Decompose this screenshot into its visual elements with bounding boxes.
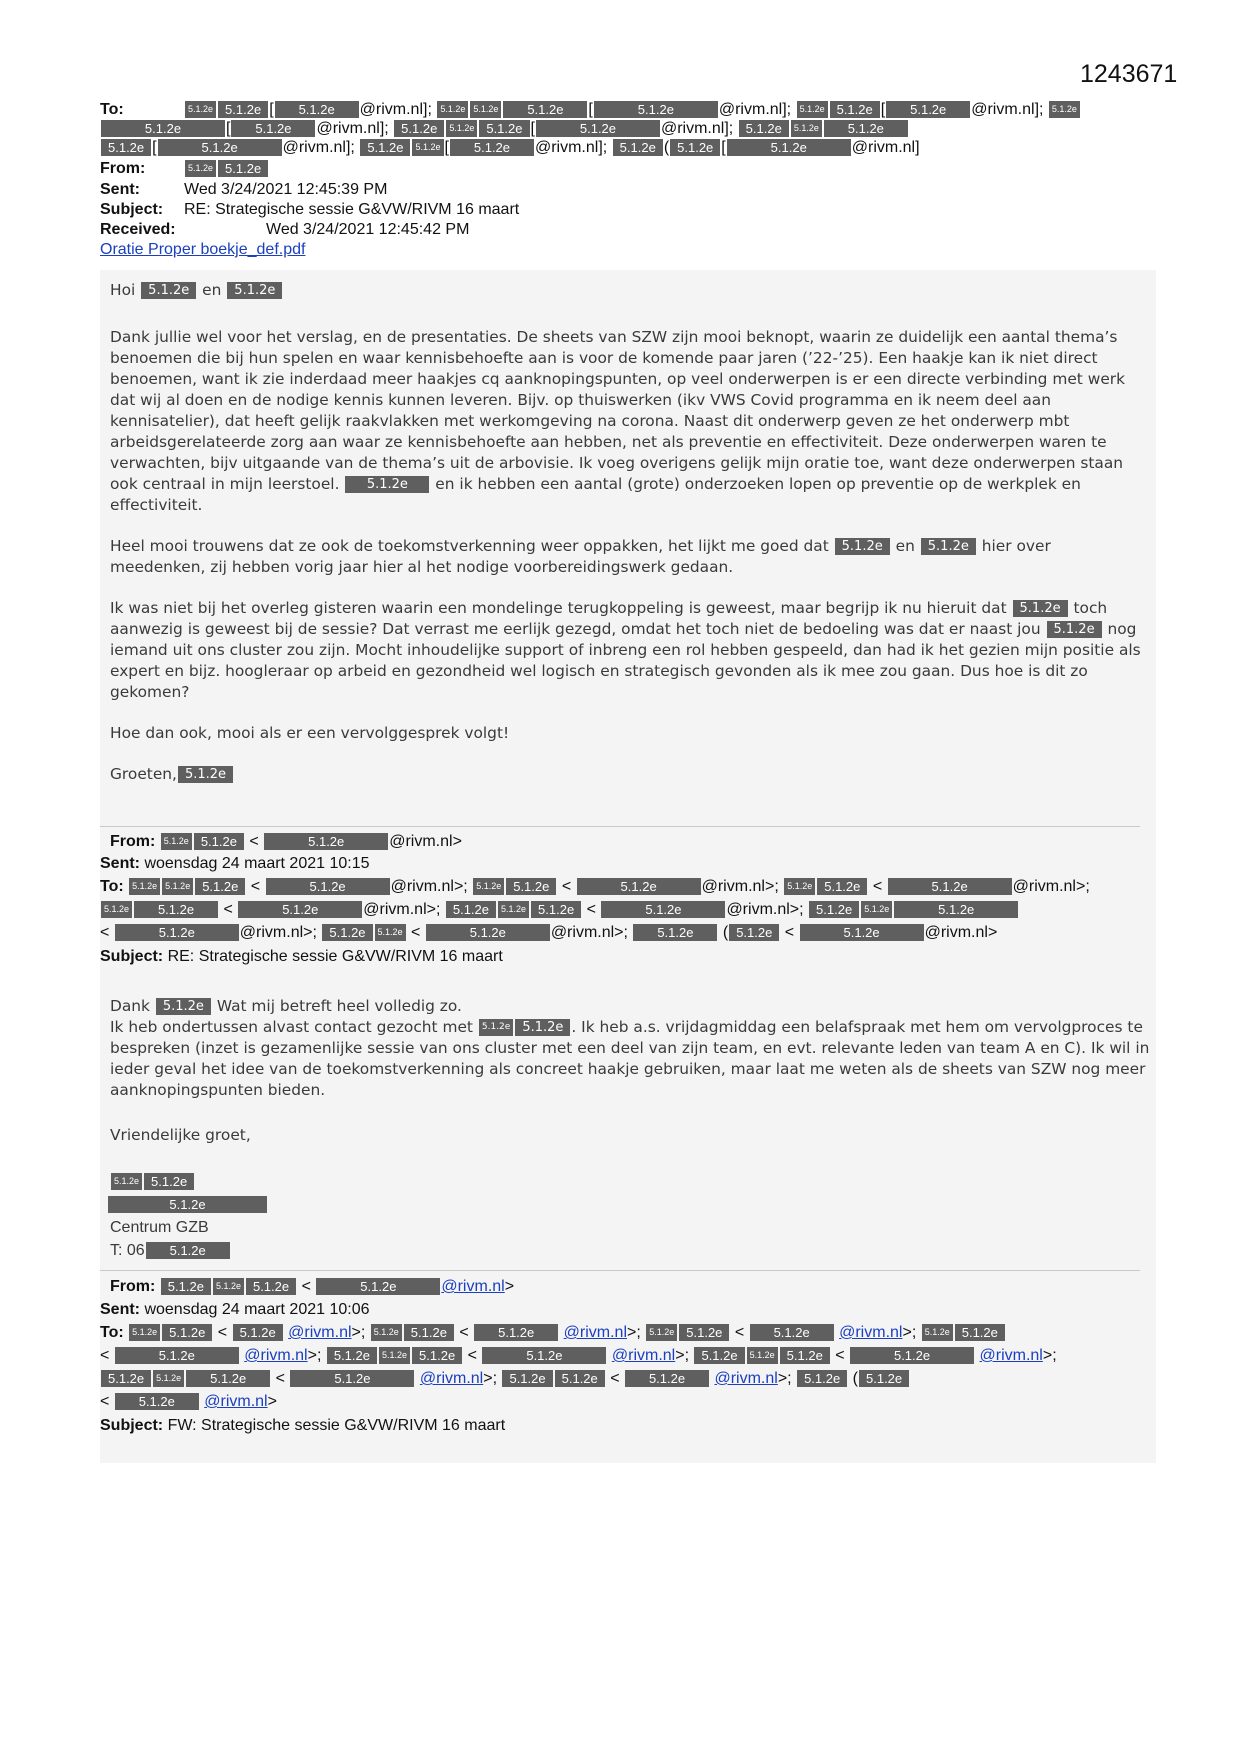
email-domain: @rivm.nl <box>701 878 765 895</box>
email-domain: @rivm.nl <box>534 139 599 156</box>
email-domain: @rivm.nl <box>924 924 988 941</box>
email-subject-row <box>100 200 1140 219</box>
received-value: Wed 3/24/2021 12:45:42 PM <box>266 221 470 238</box>
email-link[interactable]: @rivm.nl <box>204 1393 268 1410</box>
redaction: 5.1.2e <box>670 139 720 156</box>
message3-to-line4: < 5.1.2e @rivm.nl> <box>100 1393 277 1410</box>
redaction: 5.1.2e <box>158 139 282 156</box>
greeting-hoi: Hoi <box>110 281 136 299</box>
m2-line1 <box>110 996 1150 1017</box>
redaction: 5.1.2e <box>506 878 556 895</box>
redaction: 5.1.2e <box>474 1324 558 1341</box>
line2-text-b: . Ik heb a.s. vrijdagmiddag een belafspraak met hem om vervolgproces te bespreken (inzet is gezamenlijke sessie van ons cluster met een deel van zijn team, en evt. relevante leden van team A en C). Ik wil in ieder geval het idee van de toekomstverkenning als concreet haakje gebruiken, maar laat me weten als de sheets van SZW nog meer aanknopingspunten bieden. <box>110 1018 1150 1099</box>
redaction: 5.1.2e <box>955 1324 1005 1341</box>
redaction: 5.1.2e <box>115 924 239 941</box>
redaction: 5.1.2e <box>450 139 534 156</box>
email-domain: @rivm.nl <box>726 901 790 918</box>
message3-to: To: 5.1.2e 5.1.2e < 5.1.2e @rivm.nl>; 5.1.2e 5.1.2e < 5.1.2e @rivm.nl>; 5.1.2e 5.1.2e < 5.1.2e @rivm.nl>; 5.1.2e 5.1.2e <box>100 1321 1150 1344</box>
redaction: 5.1.2e <box>824 120 908 137</box>
redaction: 5.1.2e <box>101 1370 151 1387</box>
redaction: 5.1.2e <box>601 901 725 918</box>
redaction: 5.1.2e <box>101 139 151 156</box>
redaction: 5.1.2e <box>345 476 429 493</box>
redaction: 5.1.2e <box>290 1370 414 1387</box>
p3-text-c: nog iemand uit ons cluster zou zijn. Mocht inhoudelijke support of inbreng een rol hebben gespeeld, dan had ik het gezien mijn positie als expert en bijz. hoogleraar op arbeid en gezondheid wel logisch en strategisch gevonden als ik mee zou gaan. Dus hoe is dit zo gekomen? <box>110 620 1141 701</box>
redaction: 5.1.2e <box>412 139 443 156</box>
paragraph-1 <box>110 327 1150 516</box>
sent-value: Wed 3/24/2021 12:45:39 PM <box>184 181 388 198</box>
phone-prefix: T: 06 <box>110 1242 145 1259</box>
redaction: 5.1.2e <box>479 1019 513 1036</box>
redaction: 5.1.2e <box>727 139 851 156</box>
redaction: 5.1.2e <box>679 1324 729 1341</box>
greeting <box>110 280 1150 301</box>
to-label: To: <box>100 878 124 895</box>
email-domain: @rivm.nl <box>851 139 916 156</box>
sent-value: woensdag 24 maart 2021 10:06 <box>144 1301 370 1318</box>
redaction: 5.1.2e <box>144 1173 194 1190</box>
redaction: 5.1.2e <box>394 120 444 137</box>
message3-from: From: 5.1.2e 5.1.2e 5.1.2e < 5.1.2e @rivm.nl> <box>110 1278 515 1295</box>
paragraph-4: Hoe dan ook, mooi als er een vervolggesprek volgt! <box>110 724 510 742</box>
email-domain: @rivm.nl <box>316 120 380 137</box>
sent-label: Sent: <box>100 181 140 198</box>
email-link[interactable]: @rivm.nl <box>244 1347 308 1364</box>
message2-from: From: 5.1.2e 5.1.2e < 5.1.2e @rivm.nl> <box>110 833 462 850</box>
sig-phone <box>110 1239 268 1262</box>
message2-subject <box>100 945 1150 968</box>
message2-to: To: 5.1.2e 5.1.2e 5.1.2e < 5.1.2e @rivm.nl>; 5.1.2e 5.1.2e < 5.1.2e @rivm.nl>; 5.1.2e 5.1.2e < 5.1.2e @rivm.nl>; <box>100 878 1090 895</box>
redaction: 5.1.2e <box>502 1370 552 1387</box>
p3-text: Ik was niet bij het overleg gisteren waarin een mondelinge terugkoppeling is geweest, maar begrijp ik nu hieruit dat <box>110 599 1007 617</box>
email-received-row <box>100 220 1140 239</box>
redaction: 5.1.2e <box>1047 621 1102 638</box>
redaction: 5.1.2e <box>162 878 193 895</box>
closing-text: Groeten, <box>110 765 177 783</box>
redaction: 5.1.2e <box>784 878 815 895</box>
redaction: 5.1.2e <box>503 101 587 118</box>
redaction: 5.1.2e <box>498 901 529 918</box>
redaction: 5.1.2e <box>780 1347 830 1364</box>
redaction: 5.1.2e <box>195 878 245 895</box>
sent-label: Sent: <box>100 855 140 872</box>
redaction: 5.1.2e <box>266 878 390 895</box>
redaction: 5.1.2e <box>161 1278 211 1295</box>
redaction: 5.1.2e <box>322 924 372 941</box>
redaction: 5.1.2e <box>830 101 880 118</box>
message2-body <box>110 996 1150 1146</box>
subject-label: Subject: <box>100 201 164 218</box>
sent-value: woensdag 24 maart 2021 10:15 <box>144 855 370 872</box>
message2-to-line3: < 5.1.2e @rivm.nl>; 5.1.2e 5.1.2e < 5.1.2e @rivm.nl>; 5.1.2e ( 5.1.2e < 5.1.2e @rivm.nl> <box>100 924 998 941</box>
redaction: 5.1.2e <box>185 160 216 177</box>
redaction: 5.1.2e <box>1013 600 1068 617</box>
redaction: 5.1.2e <box>218 101 268 118</box>
redaction: 5.1.2e <box>101 901 132 918</box>
subject-value: RE: Strategische sessie G&VW/RIVM 16 maart <box>184 201 520 218</box>
redaction: 5.1.2e <box>233 1324 283 1341</box>
redaction: 5.1.2e <box>238 901 362 918</box>
email-domain: @rivm.nl <box>718 101 783 118</box>
redaction: 5.1.2e <box>817 878 867 895</box>
line1-rest: Wat mij betreft heel volledig zo. <box>216 997 462 1015</box>
redaction: 5.1.2e <box>739 120 789 137</box>
redaction: 5.1.2e <box>797 101 828 118</box>
p2-text-b: en <box>895 537 915 555</box>
redaction: 5.1.2e <box>613 139 663 156</box>
separator <box>100 1270 1140 1271</box>
email-domain: @rivm.nl <box>239 924 304 941</box>
sig-title <box>110 1193 268 1216</box>
paragraph-3 <box>110 598 1150 703</box>
redaction: 5.1.2e <box>536 120 660 137</box>
separator <box>100 826 1140 827</box>
redaction: 5.1.2e <box>375 924 406 941</box>
redaction: 5.1.2e <box>888 878 1012 895</box>
redaction: 5.1.2e <box>194 833 244 850</box>
redaction: 5.1.2e <box>101 120 225 137</box>
redaction: 5.1.2e <box>594 101 718 118</box>
email-domain: @rivm.nl <box>359 101 423 118</box>
redaction: 5.1.2e <box>129 878 160 895</box>
redaction: 5.1.2e <box>555 1370 605 1387</box>
redaction: 5.1.2e <box>894 901 1018 918</box>
signature <box>110 1170 268 1262</box>
subject-label: Subject: <box>100 1417 164 1434</box>
redaction: 5.1.2e <box>161 833 192 850</box>
redaction: 5.1.2e <box>134 901 218 918</box>
sig-org: Centrum GZB <box>110 1219 209 1236</box>
subject-label: Subject: <box>100 948 164 965</box>
redaction: 5.1.2e <box>178 766 233 783</box>
redaction: 5.1.2e <box>379 1347 410 1364</box>
email-link[interactable]: @rivm.nl <box>419 1370 484 1387</box>
email-to-block-line2: 5.1.2e [ 5.1.2e @rivm.nl]; 5.1.2e 5.1.2e 5.1.2e [ 5.1.2e @rivm.nl]; 5.1.2e 5.1.2e 5.1.2e <box>100 119 1140 138</box>
redaction: 5.1.2e <box>861 901 892 918</box>
m2-closing: Vriendelijke groet, <box>110 1126 251 1144</box>
message3-to-line3: 5.1.2e 5.1.2e 5.1.2e < 5.1.2e @rivm.nl>; 5.1.2e 5.1.2e < 5.1.2e @rivm.nl>; 5.1.2e ( 5.1.2e <box>100 1367 1150 1390</box>
redaction: 5.1.2e <box>412 1347 462 1364</box>
from-label: From: <box>100 160 146 177</box>
redaction: 5.1.2e <box>108 1196 267 1213</box>
redaction: 5.1.2e <box>437 101 468 118</box>
redaction: 5.1.2e <box>115 1393 199 1410</box>
message2-sent <box>100 852 1150 875</box>
redaction: 5.1.2e <box>111 1173 142 1190</box>
redaction: 5.1.2e <box>859 1370 909 1387</box>
redaction: 5.1.2e <box>371 1324 402 1341</box>
redaction: 5.1.2e <box>360 139 410 156</box>
redaction: 5.1.2e <box>446 901 496 918</box>
redaction: 5.1.2e <box>264 833 388 850</box>
dank-text: Dank <box>110 997 150 1015</box>
attachment-link[interactable]: Oratie Proper boekje_def.pdf <box>100 241 306 258</box>
email-domain: @rivm.nl <box>363 901 427 918</box>
email-domain: @rivm.nl <box>390 878 454 895</box>
redaction: 5.1.2e <box>146 1242 230 1259</box>
to-label: To: <box>100 101 124 118</box>
redaction: 5.1.2e <box>694 1347 744 1364</box>
message3-sent <box>100 1298 1150 1321</box>
redaction: 5.1.2e <box>316 1278 440 1295</box>
redaction: 5.1.2e <box>1049 101 1080 118</box>
redaction: 5.1.2e <box>750 1324 834 1341</box>
redaction: 5.1.2e <box>921 538 976 555</box>
email-link[interactable]: @rivm.nl <box>288 1324 352 1341</box>
redaction: 5.1.2e <box>218 160 268 177</box>
email-domain: @rivm.nl <box>1012 878 1076 895</box>
redaction: 5.1.2e <box>153 1370 184 1387</box>
message2-to-line2: 5.1.2e 5.1.2e < 5.1.2e @rivm.nl>; 5.1.2e 5.1.2e 5.1.2e < 5.1.2e @rivm.nl>; 5.1.2e 5.1.2e 5.1.2e <box>100 898 1150 921</box>
paragraph-2 <box>110 536 1150 578</box>
email-to-block-line3: 5.1.2e [ 5.1.2e @rivm.nl]; 5.1.2e 5.1.2e [ 5.1.2e @rivm.nl]; 5.1.2e ( 5.1.2e [ 5.1.2e @rivm.nl] <box>100 138 1140 157</box>
redaction: 5.1.2e <box>404 1324 454 1341</box>
redaction: 5.1.2e <box>633 924 717 941</box>
subject-value: FW: Strategische sessie G&VW/RIVM 16 maart <box>167 1417 506 1434</box>
redaction: 5.1.2e <box>800 924 924 941</box>
redaction: 5.1.2e <box>246 1278 296 1295</box>
redaction: 5.1.2e <box>470 101 501 118</box>
email-domain: @rivm.nl <box>660 120 725 137</box>
redaction: 5.1.2e <box>141 282 196 299</box>
email-domain: @rivm.nl <box>282 139 346 156</box>
redaction: 5.1.2e <box>327 1347 377 1364</box>
redaction: 5.1.2e <box>747 1347 778 1364</box>
message1-body <box>110 280 1150 785</box>
redaction: 5.1.2e <box>625 1370 709 1387</box>
redaction: 5.1.2e <box>809 901 859 918</box>
redaction: 5.1.2e <box>231 120 315 137</box>
redaction: 5.1.2e <box>185 101 216 118</box>
email-domain: @rivm.nl <box>971 101 1035 118</box>
redaction: 5.1.2e <box>797 1370 847 1387</box>
email-from-row <box>100 159 1140 178</box>
email-link[interactable]: @rivm.nl <box>839 1324 903 1341</box>
received-label: Received: <box>100 221 176 238</box>
greeting-en: en <box>202 281 222 299</box>
email-to-block: To: 5.1.2e 5.1.2e [ 5.1.2e @rivm.nl]; 5.1.2e 5.1.2e 5.1.2e [ 5.1.2e @rivm.nl]; 5.1.2e 5.1.2e [ 5.1.2e @rivm.nl]; 5.1.2e <box>100 100 1140 119</box>
redaction: 5.1.2e <box>115 1347 239 1364</box>
p2-text-c: hier over meedenken, zij hebben vorig jaar hier al het nodige voorbereidingswerk gedaan. <box>110 537 1051 576</box>
email-link[interactable]: @rivm.nl <box>441 1278 505 1295</box>
email-link[interactable]: @rivm.nl <box>611 1347 676 1364</box>
redaction: 5.1.2e <box>213 1278 244 1295</box>
document-number: 1243671 <box>1080 60 1178 88</box>
email-link[interactable]: @rivm.nl <box>563 1324 627 1341</box>
p3-text-b: toch aanwezig is geweest bij de sessie? Dat verrast me eerlijk gezegd, omdat het toch niet de bedoeling was dat er naast jou <box>110 599 1108 638</box>
sig-name <box>110 1170 268 1193</box>
redaction: 5.1.2e <box>791 120 822 137</box>
redaction: 5.1.2e <box>473 878 504 895</box>
redaction: 5.1.2e <box>886 101 970 118</box>
redaction: 5.1.2e <box>729 924 779 941</box>
redaction: 5.1.2e <box>426 924 550 941</box>
message3-to-line2: < 5.1.2e @rivm.nl>; 5.1.2e 5.1.2e 5.1.2e < 5.1.2e @rivm.nl>; 5.1.2e 5.1.2e 5.1.2e < 5.1.2e @rivm.nl>; <box>100 1347 1057 1364</box>
from-label: From: <box>110 1278 156 1295</box>
redaction: 5.1.2e <box>227 282 282 299</box>
sent-label: Sent: <box>100 1301 140 1318</box>
p1-text: Dank jullie wel voor het verslag, en de presentaties. De sheets van SZW zijn mooi beknopt, waarin ze duidelijk een aantal thema’s benoemen die bij hun spelen en waar kennisbehoefte aan is voor de komende paar jaren (’22-’25). Een haakje kan ik niet direct benoemen, want ik zie inderdaad meer haakjes cq aanknopingspunten, op veel onderwerpen is er een directe verbinding met werk dat wij al doen en de nodige kennis kunnen leveren. Bijv. op thuiswerken (ikv VWS Covid programma en ik neem deel aan kennisatelier), dat heeft gelijk raakvlakken met werkomgeving na corona. Naast dit onderwerp geven ze het onderwerp mbt arbeidsgerelateerde zorg aan waar ze kennisbehoefte aan hebben, net als preventie en effectiviteit. Deze onderwerpen waren te verwachten, bijv uitgaande van de thema’s uit de arbovisie. Ik voeg overigens gelijk mijn oratie toe, want deze onderwerpen staan ook centraal in mijn leerstoel. <box>110 328 1126 493</box>
redaction: 5.1.2e <box>922 1324 953 1341</box>
redaction: 5.1.2e <box>577 878 701 895</box>
redaction: 5.1.2e <box>162 1324 212 1341</box>
redaction: 5.1.2e <box>186 1370 270 1387</box>
subject-value: RE: Strategische sessie G&VW/RIVM 16 maart <box>167 948 503 965</box>
p2-text: Heel mooi trouwens dat ze ook de toekomstverkenning weer oppakken, het lijkt me goed dat <box>110 537 829 555</box>
redaction: 5.1.2e <box>275 101 359 118</box>
redaction: 5.1.2e <box>515 1019 570 1036</box>
redaction: 5.1.2e <box>835 538 890 555</box>
email-sent-row <box>100 180 1140 199</box>
redaction: 5.1.2e <box>479 120 529 137</box>
m2-line2 <box>110 1017 1150 1101</box>
email-link[interactable]: @rivm.nl <box>714 1370 778 1387</box>
email-domain: @rivm.nl <box>550 924 615 941</box>
line2-text: Ik heb ondertussen alvast contact gezocht met <box>110 1018 473 1036</box>
to-label: To: <box>100 1324 124 1341</box>
redaction: 5.1.2e <box>646 1324 677 1341</box>
redaction: 5.1.2e <box>446 120 477 137</box>
redaction: 5.1.2e <box>482 1347 606 1364</box>
email-link[interactable]: @rivm.nl <box>979 1347 1043 1364</box>
closing <box>110 764 1150 785</box>
message3-subject <box>100 1414 1150 1437</box>
email-domain: @rivm.nl <box>389 833 453 850</box>
redaction: 5.1.2e <box>156 998 211 1015</box>
redaction: 5.1.2e <box>129 1324 160 1341</box>
p1-text-b: en ik hebben een aantal (grote) onderzoeken lopen op preventie op de werkplek en effectiviteit. <box>110 475 1081 514</box>
redaction: 5.1.2e <box>531 901 581 918</box>
from-label: From: <box>110 833 156 850</box>
redaction: 5.1.2e <box>850 1347 974 1364</box>
